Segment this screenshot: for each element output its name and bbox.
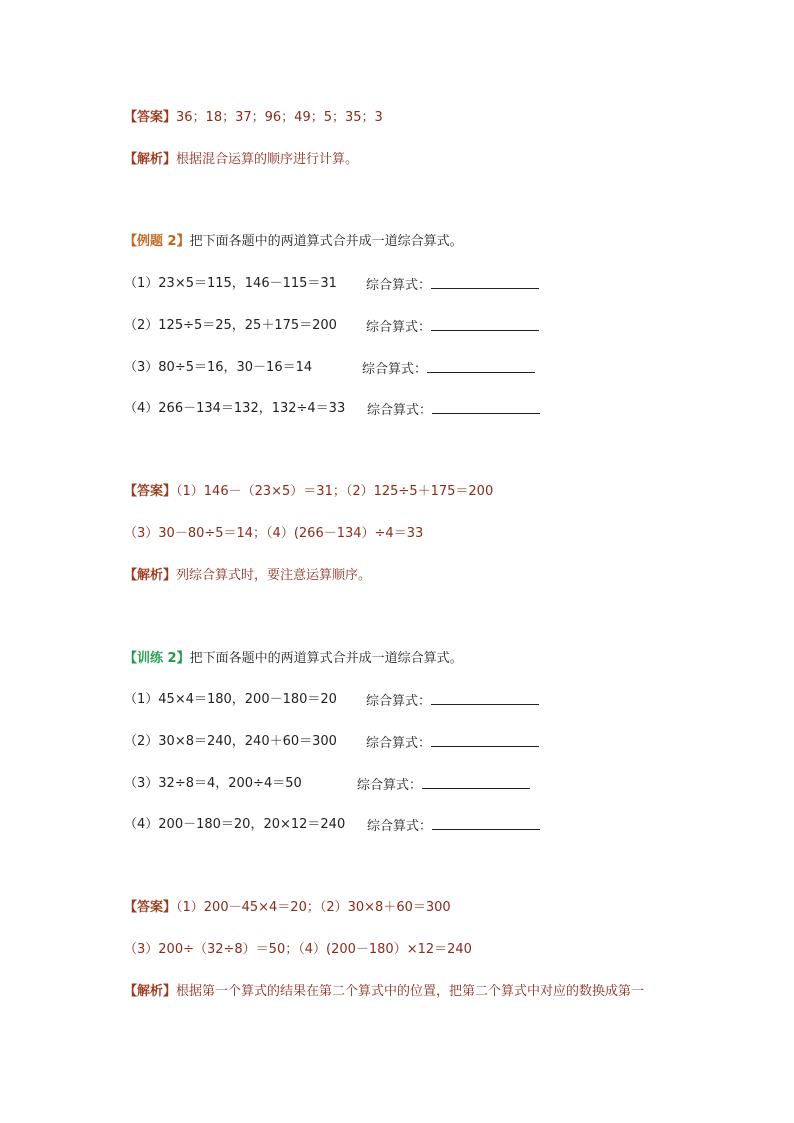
answer-tag: 【答案】	[124, 484, 177, 499]
combined-formula-label: 综合算式：	[366, 317, 539, 337]
question-row	[124, 275, 554, 293]
answer-text: （3）30－80÷5＝14；（4）(266－134）÷4＝33	[124, 526, 424, 541]
question-expression: （1）45×4＝180，200－180＝20	[124, 692, 337, 707]
example-prompt: 把下面各题中的两道算式合并成一道综合算式。	[189, 234, 463, 249]
answer-line	[124, 483, 493, 501]
analysis-text: 根据第一个算式的结果在第二个算式中的位置，把第二个算式中对应的数换成第一	[176, 984, 645, 999]
combined-formula-label: 综合算式：	[366, 275, 539, 295]
question-expression: （4）200－180＝20，20×12＝240	[124, 817, 346, 832]
combined-formula-label: 综合算式：	[366, 733, 539, 753]
answer-line	[124, 525, 423, 543]
answer-blank[interactable]	[432, 400, 540, 414]
question-row	[124, 400, 554, 418]
answer-blank[interactable]	[431, 733, 539, 747]
analysis-tag: 【解析】	[124, 984, 177, 999]
question-row	[124, 359, 554, 377]
combined-formula-label: 综合算式：	[367, 400, 540, 420]
question-expression: （1）23×5＝115，146－115＝31	[124, 276, 337, 291]
analysis-tag: 【解析】	[124, 568, 177, 583]
analysis-text: 根据混合运算的顺序进行计算。	[176, 152, 359, 167]
question-expression: （2）125÷5＝25，25＋175＝200	[124, 318, 337, 333]
analysis-line	[124, 151, 358, 169]
answer-blank[interactable]	[431, 317, 539, 331]
combined-formula-label: 综合算式：	[357, 775, 530, 795]
question-row	[124, 775, 554, 793]
answer-text: （1）146－（23×5）＝31；（2）125÷5＋175＝200	[176, 484, 494, 499]
question-row	[124, 733, 554, 751]
example-heading	[124, 233, 463, 251]
answer-blank[interactable]	[427, 359, 535, 373]
analysis-tag: 【解析】	[124, 152, 177, 167]
example-tag: 【例题 2】	[124, 234, 190, 249]
answer-blank[interactable]	[432, 816, 540, 830]
analysis-text: 列综合算式时，要注意运算顺序。	[176, 568, 372, 583]
training-heading	[124, 650, 463, 668]
question-expression: （4）266－134＝132，132÷4＝33	[124, 401, 346, 416]
question-row	[124, 816, 554, 834]
analysis-line	[124, 983, 644, 1001]
question-row	[124, 317, 554, 335]
answer-tag: 【答案】	[124, 900, 177, 915]
combined-formula-label: 综合算式：	[366, 691, 539, 711]
answer-text: （1）200－45×4＝20；（2）30×8＋60＝300	[176, 900, 451, 915]
training-prompt: 把下面各题中的两道算式合并成一道综合算式。	[189, 651, 463, 666]
answer-blank[interactable]	[431, 275, 539, 289]
question-row	[124, 691, 554, 709]
answer-text: 36；18；37；96；49；5；35；3	[176, 110, 383, 125]
answer-line	[124, 941, 472, 959]
answer-tag: 【答案】	[124, 110, 177, 125]
combined-formula-label: 综合算式：	[367, 816, 540, 836]
analysis-line	[124, 567, 371, 585]
answer-blank[interactable]	[431, 691, 539, 705]
training-tag: 【训练 2】	[124, 651, 190, 666]
question-expression: （2）30×8＝240，240＋60＝300	[124, 734, 337, 749]
combined-formula-label: 综合算式：	[362, 359, 535, 379]
answer-line	[124, 109, 383, 127]
question-expression: （3）80÷5＝16，30－16＝14	[124, 360, 313, 375]
answer-text: （3）200÷（32÷8）＝50；（4）(200－180）×12＝240	[124, 942, 472, 957]
answer-line	[124, 899, 451, 917]
answer-blank[interactable]	[422, 775, 530, 789]
question-expression: （3）32÷8＝4，200÷4＝50	[124, 776, 302, 791]
